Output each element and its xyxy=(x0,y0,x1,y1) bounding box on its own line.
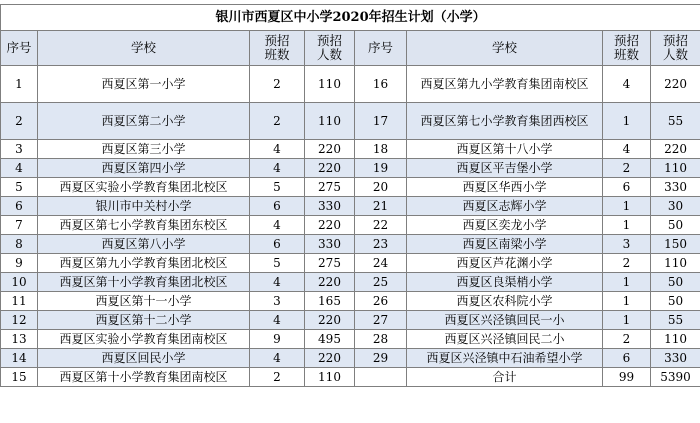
cell-school-left: 西夏区第七小学教育集团东校区 xyxy=(38,216,250,235)
cell-students-left: 220 xyxy=(305,216,355,235)
cell-students-right: 110 xyxy=(651,159,700,178)
cell-seq-left: 1 xyxy=(1,66,38,103)
table-row xyxy=(1,235,700,254)
cell-school-right: 西夏区良渠梢小学 xyxy=(407,273,603,292)
cell-seq-left: 8 xyxy=(1,235,38,254)
table-row xyxy=(1,311,700,330)
cell-seq-right: 18 xyxy=(355,140,407,159)
cell-students-left: 110 xyxy=(305,368,355,387)
cell-classes-right: 1 xyxy=(603,216,651,235)
header-seq-right: 序号 xyxy=(355,31,407,66)
cell-seq-right: 20 xyxy=(355,178,407,197)
cell-classes-left: 4 xyxy=(250,159,305,178)
cell-students-left: 220 xyxy=(305,311,355,330)
cell-classes-right: 6 xyxy=(603,349,651,368)
cell-school-right: 西夏区兴泾镇回民二小 xyxy=(407,330,603,349)
cell-classes-left: 3 xyxy=(250,292,305,311)
cell-classes-right: 1 xyxy=(603,292,651,311)
cell-students-left: 220 xyxy=(305,159,355,178)
cell-seq-right: 26 xyxy=(355,292,407,311)
cell-classes-right: 6 xyxy=(603,178,651,197)
table-row xyxy=(1,330,700,349)
cell-seq-left: 11 xyxy=(1,292,38,311)
cell-school-left: 西夏区第四小学 xyxy=(38,159,250,178)
cell-students-right: 30 xyxy=(651,197,700,216)
cell-students-right: 50 xyxy=(651,273,700,292)
cell-seq-right: 22 xyxy=(355,216,407,235)
cell-students-right: 55 xyxy=(651,103,700,140)
cell-classes-right: 4 xyxy=(603,66,651,103)
cell-seq-right: 16 xyxy=(355,66,407,103)
cell-seq-left: 13 xyxy=(1,330,38,349)
cell-seq-left: 12 xyxy=(1,311,38,330)
cell-students-right: 330 xyxy=(651,349,700,368)
cell-seq-right: 17 xyxy=(355,103,407,140)
table-row xyxy=(1,159,700,178)
cell-students-left: 220 xyxy=(305,349,355,368)
cell-seq-left: 4 xyxy=(1,159,38,178)
cell-classes-right: 2 xyxy=(603,159,651,178)
cell-classes-left: 4 xyxy=(250,349,305,368)
cell-school-left: 西夏区第八小学 xyxy=(38,235,250,254)
cell-students-left: 330 xyxy=(305,197,355,216)
table-row xyxy=(1,178,700,197)
cell-school-left: 银川市中关村小学 xyxy=(38,197,250,216)
cell-school-right: 合计 xyxy=(407,368,603,387)
cell-students-right: 150 xyxy=(651,235,700,254)
cell-seq-left: 6 xyxy=(1,197,38,216)
cell-classes-right: 1 xyxy=(603,273,651,292)
cell-students-left: 495 xyxy=(305,330,355,349)
cell-students-right: 50 xyxy=(651,216,700,235)
cell-school-right: 西夏区农科院小学 xyxy=(407,292,603,311)
cell-students-left: 275 xyxy=(305,254,355,273)
cell-school-left: 西夏区第九小学教育集团北校区 xyxy=(38,254,250,273)
table-row xyxy=(1,216,700,235)
cell-students-right: 330 xyxy=(651,178,700,197)
cell-classes-left: 9 xyxy=(250,330,305,349)
cell-seq-right: 27 xyxy=(355,311,407,330)
cell-classes-left: 2 xyxy=(250,66,305,103)
table-row xyxy=(1,349,700,368)
cell-classes-right: 1 xyxy=(603,197,651,216)
cell-classes-right: 2 xyxy=(603,254,651,273)
cell-seq-right: 25 xyxy=(355,273,407,292)
cell-students-left: 275 xyxy=(305,178,355,197)
cell-school-left: 西夏区第二小学 xyxy=(38,103,250,140)
cell-classes-right: 3 xyxy=(603,235,651,254)
cell-students-left: 110 xyxy=(305,66,355,103)
table-title: 银川市西夏区中小学2020年招生计划（小学） xyxy=(1,5,700,31)
table-row xyxy=(1,292,700,311)
cell-school-right: 西夏区第十八小学 xyxy=(407,140,603,159)
header-school-left: 学校 xyxy=(38,31,250,66)
table-row xyxy=(1,273,700,292)
cell-seq-left: 9 xyxy=(1,254,38,273)
cell-school-left: 西夏区实验小学教育集团南校区 xyxy=(38,330,250,349)
cell-school-right: 西夏区平吉堡小学 xyxy=(407,159,603,178)
cell-school-right: 西夏区南梁小学 xyxy=(407,235,603,254)
header-classes-right: 预招 班数 xyxy=(603,31,651,66)
cell-seq-right: 24 xyxy=(355,254,407,273)
cell-school-right: 西夏区志辉小学 xyxy=(407,197,603,216)
cell-classes-right: 1 xyxy=(603,103,651,140)
cell-seq-right: 29 xyxy=(355,349,407,368)
cell-classes-left: 4 xyxy=(250,273,305,292)
table-row xyxy=(1,197,700,216)
cell-classes-right: 2 xyxy=(603,330,651,349)
cell-students-left: 165 xyxy=(305,292,355,311)
cell-school-right: 西夏区华西小学 xyxy=(407,178,603,197)
table-row xyxy=(1,140,700,159)
cell-school-right: 西夏区奕龙小学 xyxy=(407,216,603,235)
cell-students-left: 330 xyxy=(305,235,355,254)
cell-students-right: 5390 xyxy=(651,368,700,387)
enrollment-plan-table xyxy=(0,4,700,387)
cell-students-left: 110 xyxy=(305,103,355,140)
cell-students-left: 220 xyxy=(305,273,355,292)
cell-seq-right xyxy=(355,368,407,387)
cell-school-left: 西夏区回民小学 xyxy=(38,349,250,368)
cell-school-left: 西夏区第十二小学 xyxy=(38,311,250,330)
cell-students-left: 220 xyxy=(305,140,355,159)
cell-seq-left: 14 xyxy=(1,349,38,368)
header-seq-left: 序号 xyxy=(1,31,38,66)
cell-school-right: 西夏区第九小学教育集团南校区 xyxy=(407,66,603,103)
cell-seq-left: 15 xyxy=(1,368,38,387)
cell-classes-left: 5 xyxy=(250,254,305,273)
cell-school-right: 西夏区兴泾镇回民一小 xyxy=(407,311,603,330)
cell-classes-left: 6 xyxy=(250,197,305,216)
cell-seq-right: 21 xyxy=(355,197,407,216)
header-row xyxy=(1,31,700,66)
cell-classes-left: 4 xyxy=(250,140,305,159)
cell-seq-left: 7 xyxy=(1,216,38,235)
cell-school-left: 西夏区第一小学 xyxy=(38,66,250,103)
cell-seq-right: 28 xyxy=(355,330,407,349)
table-row xyxy=(1,368,700,387)
header-classes-left: 预招 班数 xyxy=(250,31,305,66)
cell-school-right: 西夏区第七小学教育集团西校区 xyxy=(407,103,603,140)
cell-classes-left: 2 xyxy=(250,103,305,140)
cell-seq-right: 19 xyxy=(355,159,407,178)
cell-seq-left: 2 xyxy=(1,103,38,140)
table-row xyxy=(1,66,700,103)
cell-students-right: 110 xyxy=(651,330,700,349)
cell-classes-left: 5 xyxy=(250,178,305,197)
cell-students-right: 55 xyxy=(651,311,700,330)
title-row xyxy=(1,5,700,31)
table-row xyxy=(1,103,700,140)
cell-students-right: 50 xyxy=(651,292,700,311)
cell-seq-left: 5 xyxy=(1,178,38,197)
cell-school-right: 西夏区兴泾镇中石油希望小学 xyxy=(407,349,603,368)
cell-school-left: 西夏区第十一小学 xyxy=(38,292,250,311)
header-school-right: 学校 xyxy=(407,31,603,66)
cell-school-left: 西夏区实验小学教育集团北校区 xyxy=(38,178,250,197)
header-students-left: 预招 人数 xyxy=(305,31,355,66)
cell-seq-left: 3 xyxy=(1,140,38,159)
cell-school-left: 西夏区第三小学 xyxy=(38,140,250,159)
cell-classes-left: 4 xyxy=(250,216,305,235)
cell-students-right: 220 xyxy=(651,140,700,159)
cell-seq-right: 23 xyxy=(355,235,407,254)
table-row xyxy=(1,254,700,273)
cell-classes-right: 4 xyxy=(603,140,651,159)
cell-classes-right: 99 xyxy=(603,368,651,387)
cell-classes-left: 2 xyxy=(250,368,305,387)
cell-students-right: 220 xyxy=(651,66,700,103)
cell-school-left: 西夏区第十小学教育集团南校区 xyxy=(38,368,250,387)
cell-classes-right: 1 xyxy=(603,311,651,330)
cell-classes-left: 4 xyxy=(250,311,305,330)
cell-school-left: 西夏区第十小学教育集团北校区 xyxy=(38,273,250,292)
cell-classes-left: 6 xyxy=(250,235,305,254)
header-students-right: 预招 人数 xyxy=(651,31,700,66)
cell-seq-left: 10 xyxy=(1,273,38,292)
cell-students-right: 110 xyxy=(651,254,700,273)
cell-school-right: 西夏区芦花渊小学 xyxy=(407,254,603,273)
